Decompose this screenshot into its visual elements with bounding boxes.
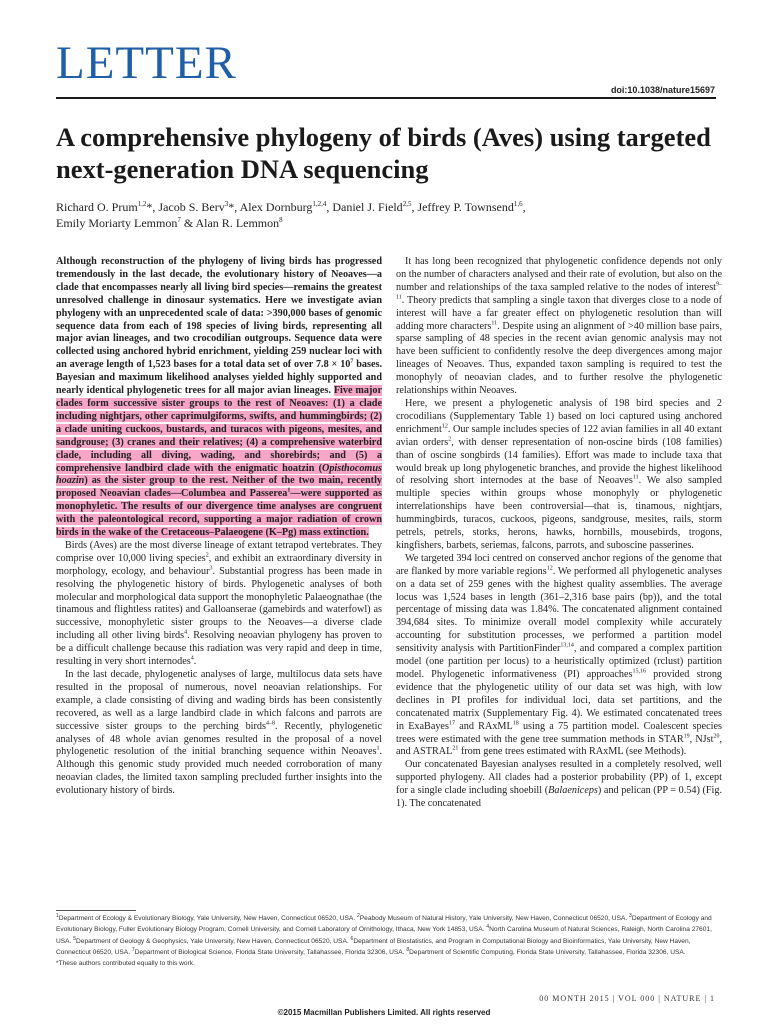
affiliation-number: 8 [406,947,410,954]
text-run: We targeted 394 loci centred on conserved anchor regions of the genome that are flanked by more variable regions [396,552,722,577]
citation-ref[interactable]: 4 [184,629,188,636]
footnotes [56,913,718,969]
author-name[interactable]: Emily Moriarty Lemmon [56,215,178,230]
equal-contribution-note: *These authors contributed equally to this work. [56,959,195,967]
section-label: LETTER [56,37,237,89]
citation-ref[interactable]: 2 [205,552,209,559]
text-run: . Theory predicts that sampling a single taxon that diverges close to a node of interest will have a far greater effect on phylogenetic resolution than will adding more characters [396,294,722,332]
author-name[interactable]: Alex Dornburg [239,200,313,214]
text-run: In the last decade, phylogenetic analyses of large, multilocus data sets have resulted in the proposal of numerous, novel neoavian relationships. For example, a clade consisting of diving and wading birds has been consistently recovered, as well as a large landbird clade in which falcons and parrots are successive sister groups to the perching birds [56,669,382,732]
citation-ref[interactable]: 3 [209,565,213,572]
text-run: Birds (Aves) are the most diverse lineage of extant tetrapod vertebrates. They comprise over 10,000 living species [56,539,382,564]
text-run: , NJst [689,733,714,745]
affiliation-text: Department of Ecology & Evolutionary Biology, Yale University, New Haven, Connecticut 06520, USA. [58,915,357,923]
copyright: ©2015 Macmillan Publishers Limited. All rights reserved [277,1008,491,1017]
text-run: It has long been recognized that phylogenetic confidence depends not only on the number of characters analysed and their rate of evolution, but also on the number and relationships of the taxa sampled relative to the nodes of interest [396,256,722,293]
text-run: . Resolving neoavian phylogeny has proven to be a difficult challenge because this radiation was very rapid and deep in time, resulting in very short internodes [56,630,383,668]
text-run: Our concatenated Bayesian analyses resulted in a completely resolved, well supported phylogeny. All clades had a posterior probability (PP) of 1, except for a single clade including shoebill ( [396,759,722,797]
highlight-part-a: Five major clades form successive sister groups to the rest of Neoaves: (1) a clade including nightjars, other caprimulgiforms, swifts, and hummingbirds; (2) a clade uniting cuckoos, bustards, and turacos with pigeons, mesites, and sandgrouse; (3) cranes and their relatives; (4) a comprehensive waterbird clade, including all diving, wading, and shorebirds; and (5) a comprehensive landbird clade with the enigmatic hoatzin ( [56,385,382,474]
left-column [56,256,382,798]
author-affiliation-ref: 1,2,4 [312,200,327,208]
highlighted-text [56,385,382,538]
author-affiliation-ref: 8 [279,215,283,224]
author-list: Richard O. Prum$^{1,2}$*, Jacob S. Berv$^3$*, Alex Dornburg$^{1,2,4}$, Daniel J. Field$^{2,5}$, Jeffrey P. Townsend$^{1,6}$, Emily Moriarty Lemmon$^7$ & Alan R. Lemmon$^8$ [56,200,526,230]
citation-ref[interactable]: 11 [491,320,498,327]
affiliation-number: 2 [357,913,360,919]
equal-contribution-mark: * [146,200,153,214]
italic-text: Balaeniceps [548,785,598,797]
affiliation-text: Department of Ecology and Evolutionary Biology, Fuller Evolutionary Biology Program, Cornell University, and Cornell Laboratory of Ornithology, Ithaca, New York 14853, USA. [56,915,712,934]
affiliation-text: Department of Biological Science, Florida State University, Tallahassee, Florida 32306, USA. [134,949,407,957]
header-rule [56,97,716,99]
author-name[interactable]: Jacob S. Berv [158,200,225,214]
affiliation-number: 3 [629,913,632,919]
affiliation-text: North Carolina Museum of Natural Sciences, Raleigh, North Carolina 27601, USA. [56,926,712,945]
article-title: A comprehensive phylogeny of birds (Aves) using targeted next-generation DNA sequencing [56,122,711,184]
highlight-part-b: ) as the sister group to the rest. Neither of the two main, recently proposed Neoavian clades—Columbea and Passerea [56,475,382,500]
text-run: provided strong evidence that the phylogenetic utility of our data set was high, with low declines in PI profiles for individual loci, data set partitions, and the concatenated matrix (Supplementary Fig. 4). We estimated concatenated trees in ExaBayes [396,669,723,732]
citation-ref[interactable]: 4 [190,655,194,662]
body-paragraph [56,540,382,669]
text-run: , and exhibit an extraordinary diversity in morphology, ecology, and behaviour [56,552,382,577]
text-run: . Although this genomic study provided much needed corroboration of many neoavian clades, the limited taxon sampling precluded further insights into the evolutionary history of birds. [56,746,382,797]
citation-ref[interactable]: 9–11 [396,281,722,301]
citation-ref[interactable]: 12 [546,565,553,572]
author-affiliation-ref: 2,5 [402,200,412,208]
citation-ref[interactable]: 11 [632,475,639,482]
citation-ref[interactable]: 1 [376,746,380,753]
body-paragraph [396,256,722,398]
author-affiliation-ref: 7 [177,215,181,224]
equal-contribution-mark: * [228,200,235,214]
body-paragraph [56,669,382,798]
affiliation-text: Peabody Museum of Natural History, Yale University, New Haven, Connecticut 06520, USA. [359,915,630,923]
text-run: . Despite using an alignment of >40 million base pairs, sparse sampling of 48 species in the recent avian genomic analysis may not have been sufficient to confidently resolve the deep divergences among major lineages of Neoaves. Thus, expanded taxon sampling is required to test the monophyly of neoavian clades, and to further resolve the phylogenetic relationships within Neoaves. [396,320,722,397]
citation-ref[interactable]: 19 [683,733,690,740]
abstract-exponent: 7 [350,358,354,365]
right-column [396,256,722,811]
text-run: Here, we present a phylogenetic analysis of 198 bird species and 2 crocodilians (Supplementary Table 1) based on loci captured using anchored enrichment [396,397,722,435]
affiliation-number: 1 [56,913,59,919]
text-run: and RAxML [454,720,513,732]
abstract-text: Although reconstruction of the phylogeny of living birds has progressed tremendously in the last decade, the evolutionary history of Neoaves—a clade that encompasses nearly all living bird species—remains the greatest unresolved challenge in dinosaur systematics. Here we investigate avian phylogeny with an unprecedented scale of data: >390,000 bases of genomic sequence data from each of 198 species of living birds, representing all major avian lineages, and two crocodilian outgroups. Sequence data were collected using anchored hybrid enrichment, yielding 259 nuclear loci with an average length of 1,523 bases for a total data set of over 7.8 × 10 [56,256,382,371]
author-name[interactable]: Daniel J. Field [332,200,403,214]
text-run: . We performed all phylogenetic analyses on a data set of 259 genes with the highest quality assemblies. The average locus was 1,524 bases in length (361–2,316 base pairs (bp)), and the total percentage of missing data was 1.84%. The concatenated alignment contained 394,684 sites. To minimize overall model complexity while accurately accounting for substitution processes, we performed a partition model sensitivity analysis with PartitionFinder [396,565,722,655]
affiliation-text: Department of Scientific Computing, Florida State University, Tallahassee, Florida 32306, USA. [409,949,686,957]
highlight-ref: 1 [287,487,291,494]
text-run: , with denser representation of non-oscine birds (108 families) than of oscine songbirds (14 families). Effort was made to include taxa that would break up long phylogenetic branches, and provide the highest likelihood of resolving short internodes at the base of Neoaves [396,436,722,487]
author-name[interactable]: Alan R. Lemmon [195,215,280,230]
affiliation-number: 6 [350,935,354,942]
text-run: , and ASTRAL [396,733,722,758]
abstract-text-end: bases. Bayesian and maximum likelihood analyses yielded highly supported and nearly identical phylogenetic trees for all major avian lineages. [56,359,383,397]
text-run: from gene trees estimated with RAxML (see Methods). [458,746,687,758]
citation-ref[interactable]: 2 [448,436,452,443]
highlight-part-c: —were supported as monophyletic. The results of our divergence time analyses are congruent with the paleontological record, supporting a major radiation of crown birds in the wake of the Cretaceous–Palaeogene (K–Pg) mass extinction. [56,488,382,539]
citation-ref[interactable]: 13,14 [560,642,574,649]
affiliation-text: Department of Geology & Geophysics, Yale University, New Haven, Connecticut 06520, USA. [76,938,351,945]
author-name[interactable]: Richard O. Prum [56,200,138,214]
text-run: . [193,656,197,668]
text-run: . Recently, phylogenetic analyses of 48 whole avian genomes resulted in the proposal of a novel phylogenetic resolution of the initial branching sequence within Neoaves [56,720,382,758]
text-run: . Our sample includes species of 122 avian families in all 40 extant avian orders [396,423,722,448]
citation-ref[interactable]: 15,16 [632,668,647,675]
body-paragraph [396,759,722,811]
author-affiliation-ref: 1,6 [513,200,523,208]
highlight-species: Opisthocomus hoazin [56,462,382,487]
doi[interactable]: doi:10.1038/nature15697 [610,85,715,95]
text-run: ) and pelican (PP = 0.54) (Fig. 1). The concatenated [396,785,723,810]
footnote-rule [56,910,136,911]
citation-ref[interactable]: 20 [713,733,720,740]
author-affiliation-ref: 1,2 [137,200,147,208]
text-run: . We also sampled multiple species within groups whose monophyly or phylogenetic interrelationships have been controversial—that is, tinamous, nightjars, hummingbirds, turacos, cuckoos, pigeons, sandgrouse, mesites, rails, storm petrels, petrels, storks, herons, hawks, hornbills, mousebirds, trogons, kingfishers, barbets, seriemas, falcons, parrots, and suboscine passerines. [396,475,722,551]
author-affiliation-ref: 3 [224,200,229,208]
author-name[interactable]: Jeffrey P. Townsend [417,200,514,214]
text-run: using a 75 partition model. Coalescent species trees were estimated with the gene tree summation methods in STAR [396,720,722,745]
affiliation-number: 7 [131,947,135,954]
citation-ref[interactable]: 17 [448,720,455,727]
citation-ref[interactable]: 21 [452,746,459,753]
body-paragraph [396,553,722,760]
affiliation-text: Department of Biostatistics, and Program in Computational Biology and Bioinformatics, Yale University, New Haven, Connecticut 06520, USA. [56,938,691,957]
affiliation-number: 4 [486,924,490,931]
citation-ref[interactable]: 18 [512,720,519,727]
affiliations [56,913,718,959]
abstract [56,256,382,540]
text-run: . Substantial progress has been made in resolving the phylogenetic history of birds. Phylogenetic analyses of both molecular and morphological data support the monophyletic Palaeognathae (the tinamous and flightless ratites) and Galloanserae (gamebirds and waterfowl) as successive, monophyletic sister groups to the Neoaves—a diverse clade including all other living birds [56,565,383,642]
citation-ref[interactable]: 12 [441,423,448,430]
body-paragraph [396,398,722,553]
citation-ref[interactable]: 4–8 [265,720,275,727]
page-info: 00 MONTH 2015 | VOL 000 | NATURE | 1 [539,994,715,1003]
text-run: , and compared a complex partition model (one partition per locus) to a heuristically optimized (rclust) partition model. Phylogenetic informativeness (PI) approaches [396,643,722,680]
affiliation-number: 5 [73,935,77,942]
